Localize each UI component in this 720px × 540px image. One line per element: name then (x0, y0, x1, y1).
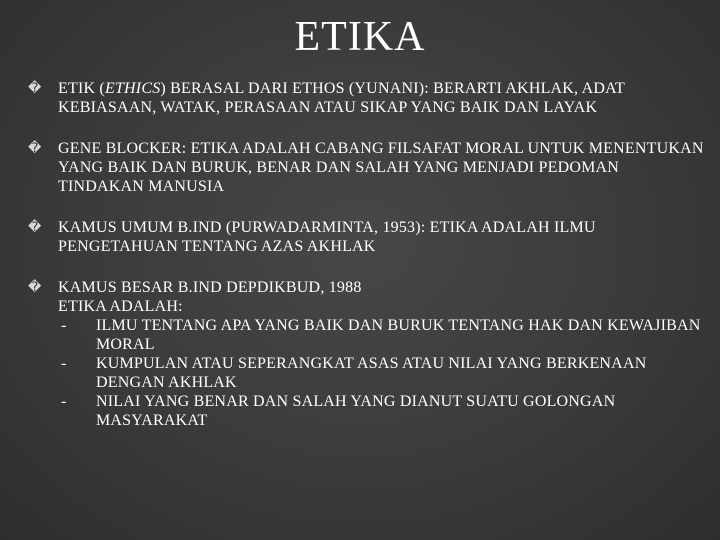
item-heading: KAMUS BESAR B.IND DEPDIKBUD, 1988 (58, 279, 362, 296)
dash-marker: - (61, 393, 67, 410)
list-item (28, 139, 708, 196)
dash-marker: - (61, 317, 67, 334)
item-text-italic: ETHICS (104, 80, 161, 97)
item-text-after: ) BERASAL DARI ETHOS (YUNANI): BERARTI AKHLAK, ADAT KEBIASAAN, WATAK, PERASAAN ATAU SIKAP YANG BAIK DAN LAYAK (58, 80, 625, 116)
bullet-icon: � (28, 220, 42, 235)
list-item (28, 278, 708, 430)
dash-marker: - (61, 355, 67, 372)
slide-content (28, 79, 708, 452)
sub-list-item (58, 354, 708, 392)
slide-title: ETIKA (294, 14, 426, 60)
sub-item-text: ILMU TENTANG APA YANG BAIK DAN BURUK TENTANG HAK DAN KEWAJIBAN MORAL (96, 317, 701, 353)
item-text: GENE BLOCKER: ETIKA ADALAH CABANG FILSAFAT MORAL UNTUK MENENTUKAN YANG BAIK DAN BURUK, BENAR DAN SALAH YANG MENJADI PEDOMAN TINDAKAN MANUSIA (58, 140, 704, 195)
sub-list-item (58, 392, 708, 430)
list-item (28, 79, 708, 117)
bullet-icon: � (28, 81, 42, 96)
sub-item-text: NILAI YANG BENAR DAN SALAH YANG DIANUT SUATU GOLONGAN MASYARAKAT (96, 393, 616, 429)
item-subheading: ETIKA ADALAH: (58, 298, 183, 315)
bullet-icon: � (28, 280, 42, 295)
list-item (28, 218, 708, 256)
bullet-icon: � (28, 141, 42, 156)
item-text-before: ETIK ( (58, 80, 105, 97)
sub-list-item (58, 316, 708, 354)
item-text: KAMUS UMUM B.IND (PURWADARMINTA, 1953): ETIKA ADALAH ILMU PENGETAHUAN TENTANG AZAS AKHLAK (58, 219, 596, 255)
sub-item-text: KUMPULAN ATAU SEPERANGKAT ASAS ATAU NILAI YANG BERKENAAN DENGAN AKHLAK (96, 355, 647, 391)
